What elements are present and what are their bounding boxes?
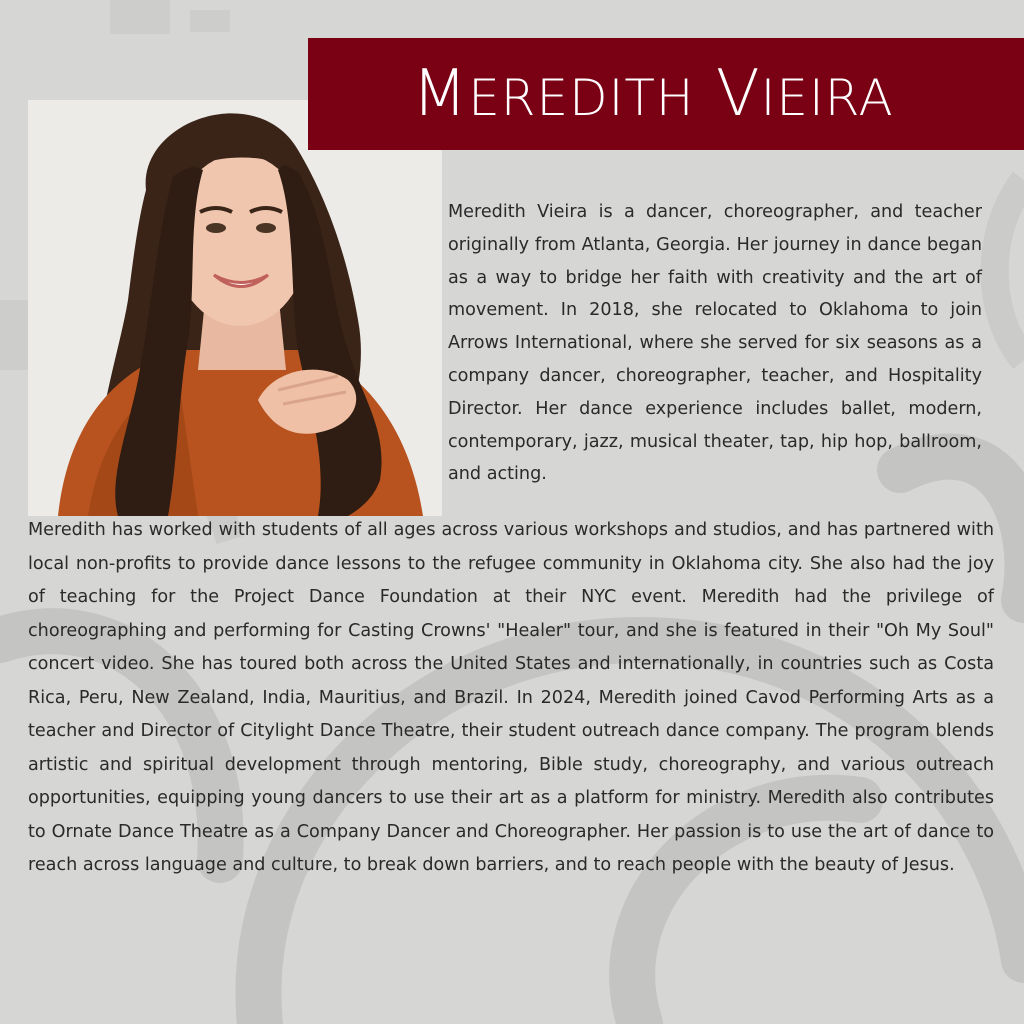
page-title [412,58,894,134]
portrait-photo [28,100,442,516]
portrait-illustration [28,100,442,516]
bio-body-paragraph: Meredith has worked with students of all ages across various workshops and studios, and has partnered with local non-profits to provide dance lessons to the refugee community in Oklahoma city. She also had the joy of teaching for the Project Dance Foundation at their NYC event. Meredith had the privilege of choreographing and performing for Casting Crowns' "Healer" tour, and she is featured in their "Oh My Soul" concert video. She has toured both across the United States and internationally, in countries such as Costa Rica, Peru, New Zealand, India, Mauritius, and Brazil. In 2024, Meredith joined Cavod Performing Arts as a teacher and Director of Citylight Dance Theatre, their student outreach dance company. The program blends artistic and spiritual development through mentoring, Bible study, choreography, and various outreach opportunities, equipping young dancers to use their art as a platform for ministry. Meredith also contributes to Ornate Dance Theatre as a Company Dancer and Choreographer. Her passion is to use the art of dance to reach across language and culture, to break down barriers, and to reach people with the beauty of Jesus. [28,520,994,875]
title-banner [308,38,1024,150]
title-first-initial: M [412,57,469,131]
title-last-initial: V [715,57,761,131]
title-first-rest: EREDITH [468,69,695,127]
title-last-rest: IEIRA [760,69,894,127]
bio-intro-paragraph: Meredith Vieira is a dancer, choreographer, and teacher originally from Atlanta, Georgia. Her journey in dance began as a way to bridge her faith with creativity and the art of movement. In 2018, she relocated to Oklahoma to join Arrows International, where she served for six seasons as a company dancer, choreographer, teacher, and Hospitality Director. Her dance experience includes ballet, modern, contemporary, jazz, musical theater, tap, hip hop, ballroom, and acting. [448,202,982,485]
